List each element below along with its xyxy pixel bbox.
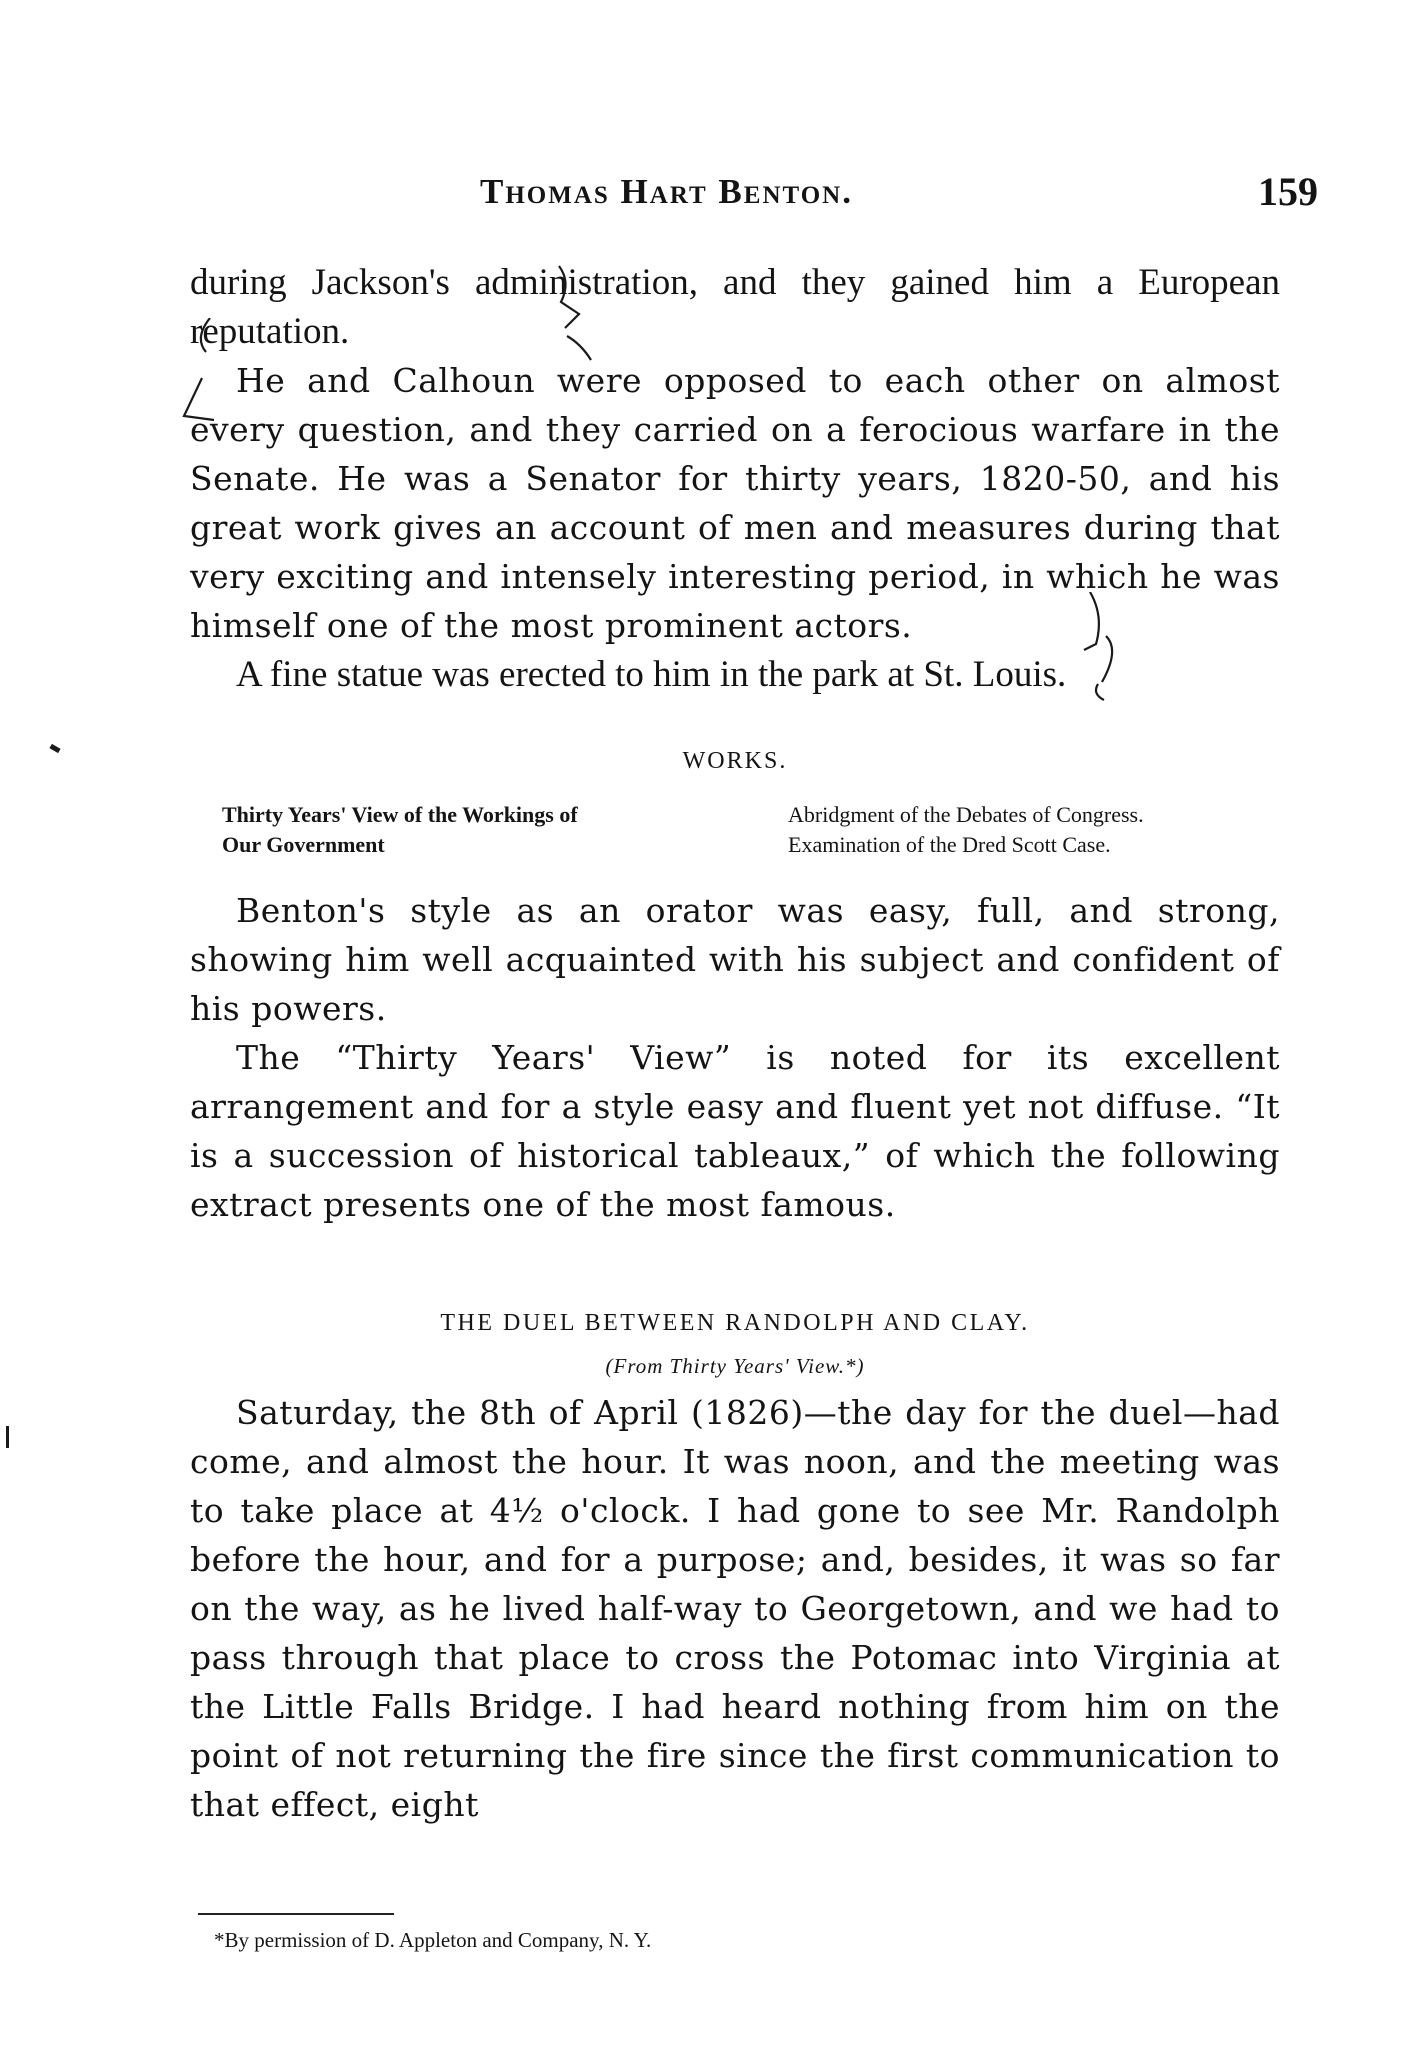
body-paragraph-1: Benton's style as an orator was easy, full, and strong, showing him well acquainted with his subject and confident of his powers. — [190, 891, 1280, 1028]
running-head: Thomas Hart Benton. — [480, 172, 853, 211]
intro-paragraph-1: during Jackson's administration, and they gained him a European reputation. — [190, 262, 1280, 352]
commentary-section — [190, 886, 1280, 1229]
page-number: 159 — [1258, 169, 1318, 214]
works-right-line-1: Abridgment of the Debates of Congress. — [788, 802, 1144, 827]
handwritten-caret-mark — [555, 262, 605, 372]
margin-mark-top — [49, 744, 60, 753]
page-header — [190, 169, 1318, 222]
intro-paragraph-3: A fine statue was erected to him in the park at St. Louis. — [236, 654, 1067, 695]
works-column-right — [788, 800, 1308, 860]
extract-subtitle: (From Thirty Years' View.*) — [605, 1354, 865, 1378]
body-paragraph-2: The “Thirty Years' View” is noted for its excellent arrangement and for a style easy and fluent yet not diffuse. “It is a succession of historical tableaux,” of which the following extract presents one of the most famous. — [190, 1038, 1280, 1224]
works-right-line-2: Examination of the Dred Scott Case. — [788, 832, 1111, 857]
footnote: *By permission of D. Appleton and Company, N. Y. — [214, 1928, 652, 1952]
margin-mark-bottom — [6, 1426, 9, 1448]
handwritten-bracket-mark — [180, 318, 240, 428]
works-left-line-2: Our Government — [222, 832, 385, 857]
works-heading: WORKS. — [682, 748, 788, 774]
extract-section — [190, 1388, 1280, 1829]
handwritten-closing-mark — [1076, 592, 1136, 702]
footnote-rule — [198, 1913, 394, 1915]
extract-paragraph: Saturday, the 8th of April (1826)—the day for the duel—had come, and almost the hour. It was noon, and the meeting was to take place at 4½ o'clock. I had gone to see Mr. Randolph before the hour, and for a purpose; and, besides, it was so far on the way, as he lived half-way to Georgetown, and we had to pass through that place to cross the Potomac into Virginia at the Little Falls Bridge. I had heard nothing from him on the point of not returning the fire since the first communication to that effect, eight — [190, 1393, 1280, 1824]
intro-paragraph-2: He and Calhoun were opposed to each other on almost every question, and they carried on a ferocious warfare in the Senate. He was a Senator for thirty years, 1820-50, and his great work gives an account of men and measures during that very exciting and intensely interesting period, in which he was himself one of the most prominent actors. — [190, 361, 1280, 645]
works-left-line-1: Thirty Years' View of the Workings of — [222, 802, 578, 827]
works-column-left — [222, 800, 742, 860]
extract-title: THE DUEL BETWEEN RANDOLPH AND CLAY. — [440, 1310, 1030, 1336]
